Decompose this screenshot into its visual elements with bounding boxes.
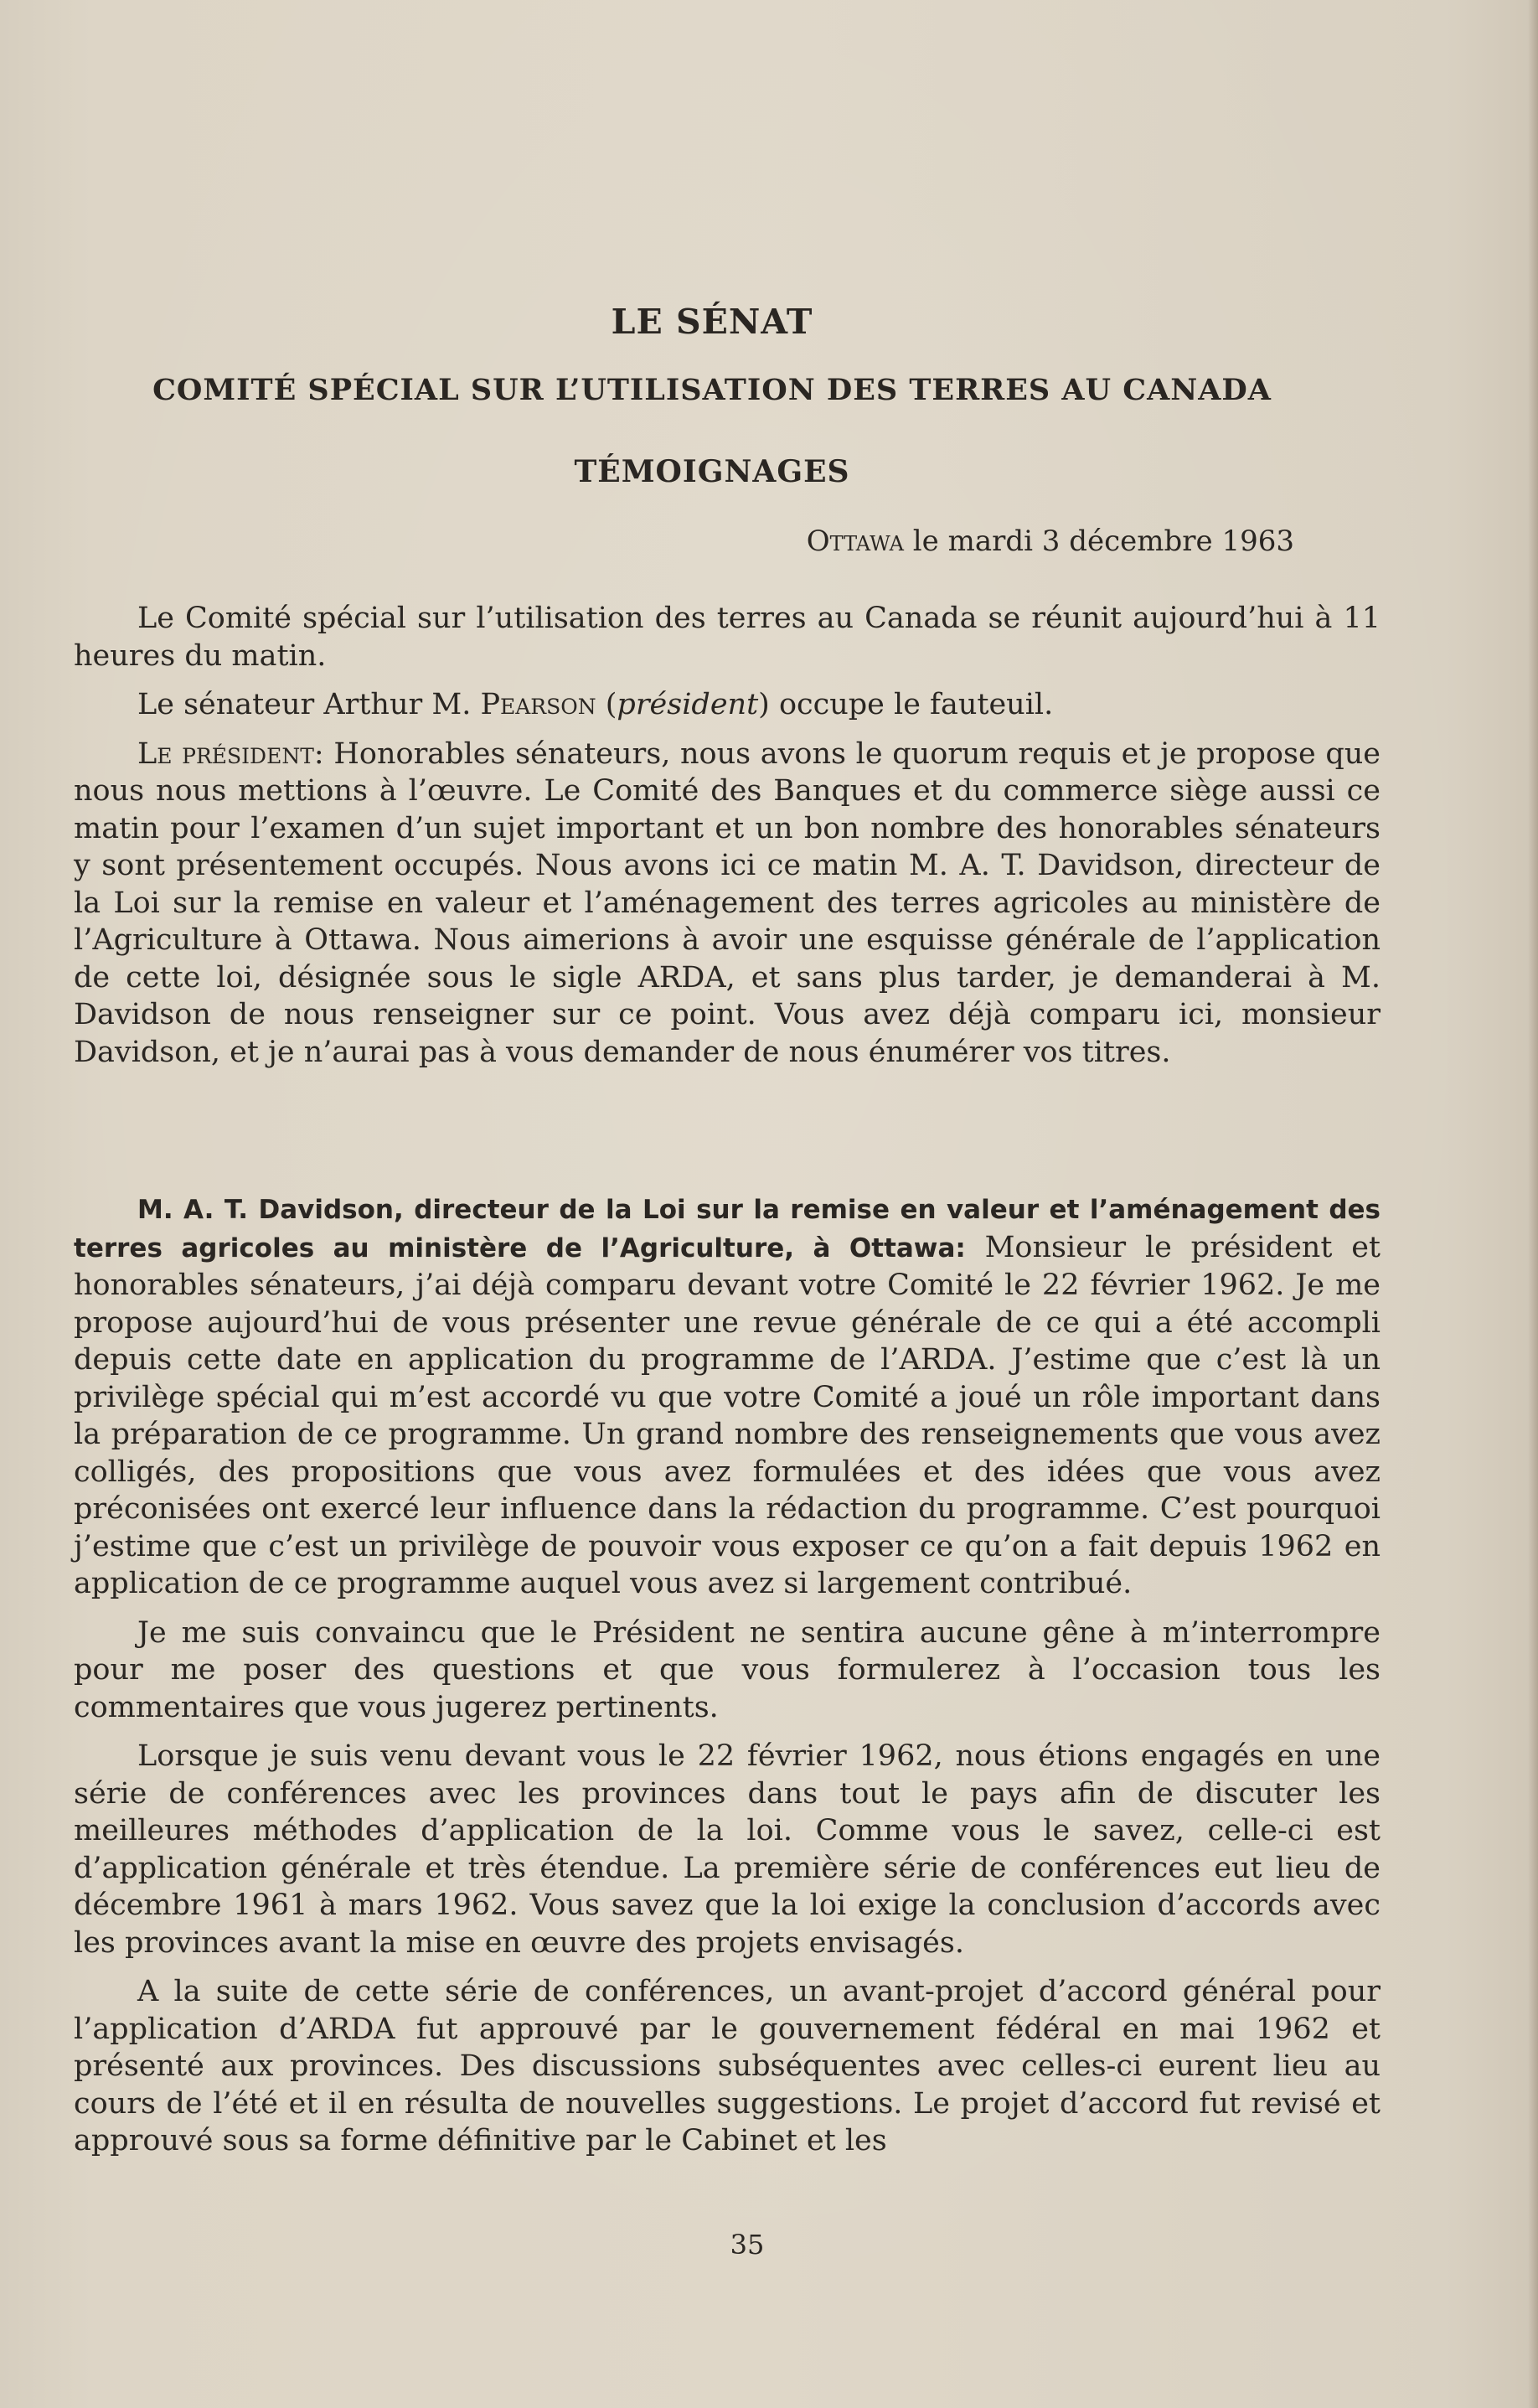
testimony-paragraph: Lorsque je suis venu devant vous le 22 février 1962, nous étions engagés en une série de conférences avec les provinces dans tout le pays afin de discuter les meilleures méthodes d’application de la loi. Comme vous le savez, celle-ci est d’application générale et très étendue. La première série de conférences eut lieu de décembre 1961 à mars 1962. Vous savez que la loi exige la conclusion d’accords avec les provinces avant la mise en œuvre des projets envisagés. — [74, 1739, 1381, 1960]
witness-speaker-label: M. A. T. Davidson, directeur de la Loi sur la remise en valeur et l’aménagement des terres agricoles au ministère de l’Agriculture, à Ottawa: — [74, 1195, 1381, 1263]
chair-statement-text: : Honorables sénateurs, nous avons le quorum requis et je propose que nous nous mettions à l’œuvre. Le Comité des Banques et du commerce siège aussi ce matin pour l’examen d’un sujet important et un bon nombre des honorables sénateurs y sont présentement occupés. Nous avons ici ce matin M. A. T. Davidson, directeur de la Loi sur la remise en valeur et l’aménagement des terres agricoles au ministère de l’Agriculture à Ottawa. Nous aimerions à avoir une esquisse générale de l’application de cette loi, désignée sous le sigle ARDA, et sans plus tarder, je demanderai à M. Davidson de nous renseigner sur ce point. Vous avez déjà comparu ici, monsieur Davidson, et je n’aurai pas à vous demander de nous énumérer vos titres. — [74, 736, 1381, 1069]
committee-heading: COMITÉ SPÉCIAL SUR L’UTILISATION DES TERRES AU CANADA — [152, 373, 1272, 407]
chair-speaker-label: Le président — [137, 736, 314, 771]
testimony-paragraph: Je me suis convaincu que le Président ne sentira aucune gêne à m’interrompre pour me poser des questions et que vous formulerez à l’occasion tous les commentaires que vous jugerez pertinents. — [74, 1615, 1381, 1724]
page-binding-shadow — [1528, 0, 1538, 2408]
dateline-date: le mardi 3 décembre 1963 — [903, 524, 1294, 558]
section-heading: TÉMOIGNAGES — [574, 454, 850, 489]
intro-paragraph-chair: Le sénateur Arthur M. Pearson (président) occupe le fauteuil. — [137, 688, 1054, 721]
chair-role: président — [617, 688, 759, 721]
chair-name: Pearson — [480, 688, 596, 721]
testimony-section — [74, 1191, 1381, 2172]
dateline-city: Ottawa — [806, 524, 904, 558]
intro-paragraph: Le Comité spécial sur l’utilisation des terres au Canada se réunit aujourd’hui à 11 heures du matin. — [74, 602, 1381, 673]
chair-statement — [74, 736, 1381, 1072]
page-number: 35 — [730, 2229, 765, 2261]
intro-section — [74, 600, 1381, 1083]
chair-text-prefix: Le sénateur Arthur M. — [137, 688, 481, 721]
chair-text-suffix: occupe le fauteuil. — [769, 688, 1054, 721]
page-title: LE SÉNAT — [611, 302, 813, 342]
dateline — [0, 524, 1294, 558]
testimony-paragraph — [74, 1191, 1381, 1603]
testimony-paragraph: A la suite de cette série de conférences, un avant-projet d’accord général pour l’application d’ARDA fut approuvé par le gouvernement fédéral en mai 1962 et présenté aux provinces. Des discussions subséquentes avec celles-ci eurent lieu au cours de l’été et il en résulta de nouvelles suggestions. Le projet d’accord fut revisé et approuvé sous sa forme définitive par le Cabinet et les — [74, 1975, 1381, 2157]
testimony-text: Monsieur le président et honorables sénateurs, j’ai déjà comparu devant votre Comité le 22 février 1962. Je me propose aujourd’hui de vous présenter une revue générale de ce qui a été accompli depuis cette date en application du programme de l’ARDA. J’estime que c’est là un privilège spécial qui m’est accordé vu que votre Comité a joué un rôle important dans la préparation de ce programme. Un grand nombre des renseignements que vous avez colligés, des propositions que vous avez formulées et des idées que vous avez préconisées ont exercé leur influence dans la rédaction du programme. C’est pourquoi j’estime que c’est un privilège de pouvoir vous exposer ce qu’on a fait depuis 1962 en application de ce programme auquel vous avez si largement contribué. — [74, 1230, 1381, 1600]
